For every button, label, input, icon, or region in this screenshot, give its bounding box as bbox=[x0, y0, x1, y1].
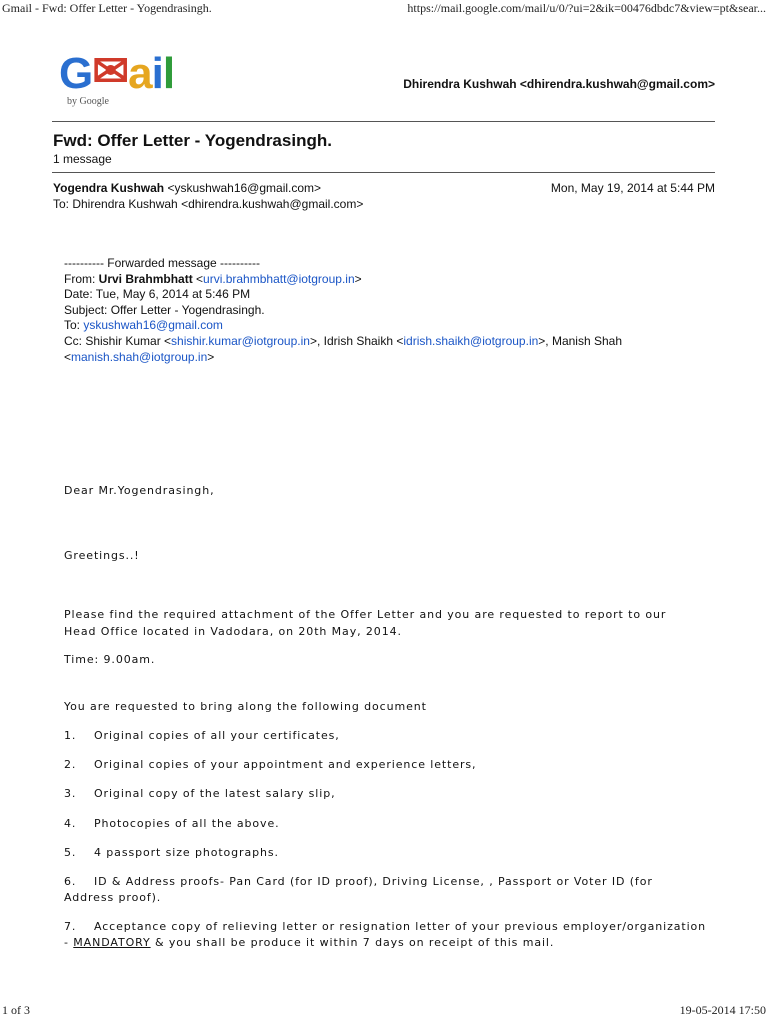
forward-to-email-link[interactable]: yskushwah16@gmail.com bbox=[83, 318, 223, 333]
forward-subject: Subject: Offer Letter - Yogendrasingh. bbox=[64, 302, 265, 317]
document-intro: You are requested to bring along the following document bbox=[64, 700, 427, 713]
greeting: Greetings..! bbox=[64, 549, 140, 562]
gmail-logo-word: G✉ail bbox=[59, 47, 175, 98]
body-paragraph: Head Office located in Vadodara, on 20th May, 2014. bbox=[64, 625, 402, 638]
report-time: Time: 9.00am. bbox=[64, 653, 156, 666]
cc-email-link[interactable]: idrish.shaikh@iotgroup.in bbox=[403, 333, 539, 348]
list-item bbox=[64, 816, 280, 832]
forward-from-name: Urvi Brahmbhatt bbox=[98, 271, 193, 286]
thread-subject: Fwd: Offer Letter - Yogendrasingh. bbox=[53, 131, 332, 150]
forward-cc-cont: <manish.shah@iotgroup.in> bbox=[64, 349, 215, 364]
forward-to: To: yskushwah16@gmail.com bbox=[64, 318, 223, 333]
list-text: Original copy of the latest salary slip, bbox=[94, 787, 336, 800]
forward-date: Date: Tue, May 6, 2014 at 5:46 PM bbox=[64, 287, 251, 302]
list-number: 6. bbox=[64, 875, 77, 888]
logo-subtitle: by Google bbox=[67, 96, 109, 107]
forward-cc: Cc: Shishir Kumar <shishir.kumar@iotgroup.in>, Idrish Shaikh <idrish.shaikh@iotgroup.in>, Manish Shah bbox=[64, 333, 622, 348]
salutation: Dear Mr.Yogendrasingh, bbox=[64, 484, 215, 497]
sender-name: Yogendra Kushwah bbox=[53, 181, 165, 195]
forwarded-header bbox=[64, 256, 724, 365]
list-text: ID & Address proofs- Pan Card (for ID proof), Driving License, , Passport or Voter ID (for bbox=[94, 875, 653, 888]
forward-from-email-link[interactable]: urvi.brahmbhatt@iotgroup.in bbox=[203, 271, 355, 286]
sender-line bbox=[53, 181, 321, 195]
list-item bbox=[64, 845, 279, 861]
list-item bbox=[64, 919, 706, 935]
cc-email-link[interactable]: shishir.kumar@iotgroup.in bbox=[171, 333, 310, 348]
list-item-cont: Address proof). bbox=[64, 891, 162, 904]
account-name: Dhirendra Kushwah <dhirendra.kushwah@gmail.com> bbox=[403, 77, 715, 91]
list-text: Photocopies of all the above. bbox=[94, 817, 280, 830]
list-text: Original copies of your appointment and experience letters, bbox=[94, 758, 477, 771]
body-paragraph: Please find the required attachment of the Offer Letter and you are requested to report to our bbox=[64, 608, 667, 621]
list-number: 7. bbox=[64, 920, 77, 933]
mandatory-label: MANDATORY bbox=[73, 936, 151, 949]
list-number: 3. bbox=[64, 787, 77, 800]
list-number: 4. bbox=[64, 817, 77, 830]
list-item bbox=[64, 874, 653, 890]
forward-from: From: Urvi Brahmbhatt <urvi.brahmbhatt@iotgroup.in> bbox=[64, 271, 362, 286]
gmail-logo bbox=[59, 47, 181, 114]
recipient-line: To: Dhirendra Kushwah <dhirendra.kushwah@gmail.com> bbox=[53, 197, 364, 211]
print-page-title: Gmail - Fwd: Offer Letter - Yogendrasingh. bbox=[2, 1, 212, 15]
cc-email-link[interactable]: manish.shah@iotgroup.in bbox=[71, 349, 208, 364]
divider bbox=[52, 172, 715, 173]
list-number: 2. bbox=[64, 758, 77, 771]
message-date: Mon, May 19, 2014 at 5:44 PM bbox=[550, 181, 715, 195]
print-page-number: 1 of 3 bbox=[2, 1003, 30, 1017]
print-timestamp: 19-05-2014 17:50 bbox=[679, 1003, 766, 1017]
print-page-url: https://mail.google.com/mail/u/0/?ui=2&ik=00476dbdc7&view=pt&sear... bbox=[407, 1, 766, 15]
list-text: Acceptance copy of relieving letter or resignation letter of your previous employer/organization bbox=[94, 920, 707, 933]
list-number: 5. bbox=[64, 846, 77, 859]
list-item bbox=[64, 786, 336, 802]
list-text: Original copies of all your certificates, bbox=[94, 729, 340, 742]
list-item-cont: - MANDATORY & you shall be produce it within 7 days on receipt of this mail. bbox=[64, 936, 555, 949]
list-text: 4 passport size photographs. bbox=[94, 846, 279, 859]
list-item bbox=[64, 728, 340, 744]
divider bbox=[52, 121, 715, 122]
message-count: 1 message bbox=[53, 152, 112, 166]
list-number: 1. bbox=[64, 729, 77, 742]
sender-email: <yskushwah16@gmail.com> bbox=[164, 181, 322, 195]
forward-divider: ---------- Forwarded message ---------- bbox=[64, 256, 260, 270]
list-item bbox=[64, 757, 476, 773]
